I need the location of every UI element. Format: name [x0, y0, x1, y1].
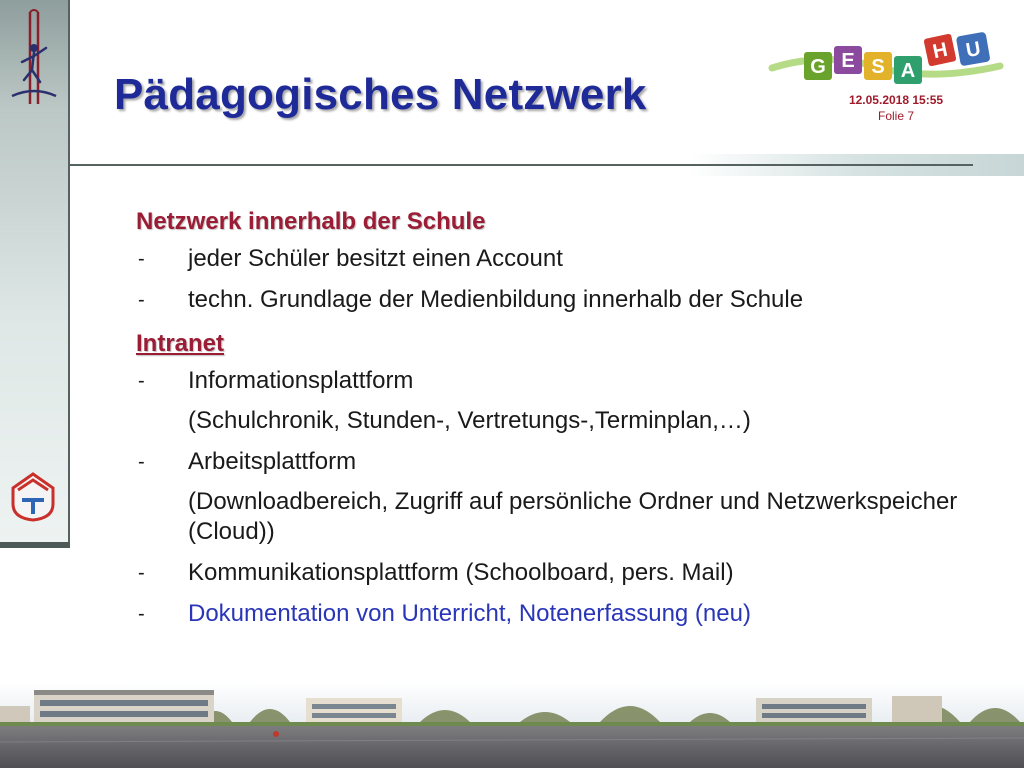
bullet-item — [136, 285, 996, 315]
bullet-subtext — [136, 487, 996, 547]
bullet-item-highlighted — [136, 599, 996, 629]
bullet-text: Informationsplattform — [188, 367, 414, 394]
bullet-dash: - — [138, 289, 145, 311]
svg-text:G: G — [810, 56, 826, 78]
gesahu-letter-a — [894, 56, 922, 84]
bullet-item — [136, 558, 996, 588]
bullet-text: Dokumentation von Unterricht, Notenerfassung (neu) — [188, 600, 751, 627]
svg-text:E: E — [841, 50, 855, 72]
bullet-item — [136, 447, 996, 477]
slide-number: Folie 7 — [877, 109, 915, 123]
slide-date: 12.05.2018 15:55 — [848, 93, 944, 107]
bullet-text: Arbeitsplattform — [188, 448, 357, 475]
bullet-dash — [136, 487, 188, 547]
gesahu-logo — [768, 30, 1004, 92]
left-bar-footer-line — [0, 542, 70, 548]
svg-text:U: U — [964, 37, 983, 63]
bullet-item — [136, 366, 996, 396]
bullet-dash: - — [138, 562, 145, 584]
bullet-subtext — [136, 406, 996, 436]
gesahu-letter-u — [956, 32, 991, 67]
section-heading-netzwerk: Netzwerk innerhalb der Schule — [136, 208, 486, 235]
bullet-dash — [136, 406, 188, 436]
gesahu-letter-e — [834, 46, 862, 74]
svg-text:A: A — [900, 60, 916, 82]
gesahu-letter-g — [804, 52, 832, 80]
bullet-dash: - — [138, 248, 145, 270]
bullet-text: techn. Grundlage der Medienbildung innerhalb der Schule — [188, 286, 804, 313]
schoolyard-panorama-image — [0, 682, 1024, 768]
bullet-text: Kommunikationsplattform (Schoolboard, pers. Mail) — [188, 559, 734, 586]
municipal-crest-icon — [10, 470, 56, 522]
gesahu-letter-s — [864, 52, 892, 80]
bullet-dash: - — [138, 603, 145, 625]
title-underline-rule — [68, 164, 973, 166]
svg-text:S: S — [871, 56, 885, 78]
gesahu-letter-h — [923, 33, 956, 66]
section-heading-intranet: Intranet — [136, 330, 225, 357]
bullet-item — [136, 244, 996, 274]
bullet-text: (Downloadbereich, Zugriff auf persönliche Ordner und Netzwerkspeicher (Cloud)) — [188, 488, 958, 545]
slide-title: Pädagogisches Netzwerk — [114, 70, 647, 119]
svg-text:H: H — [930, 38, 950, 64]
school-figure-logo-icon — [6, 8, 62, 108]
bullet-text: (Schulchronik, Stunden-, Vertretungs-,Terminplan,…) — [188, 407, 751, 434]
bullet-dash: - — [138, 451, 145, 473]
bullet-text: jeder Schüler besitzt einen Account — [188, 245, 563, 272]
bullet-dash: - — [138, 370, 145, 392]
slide-content — [136, 204, 996, 640]
